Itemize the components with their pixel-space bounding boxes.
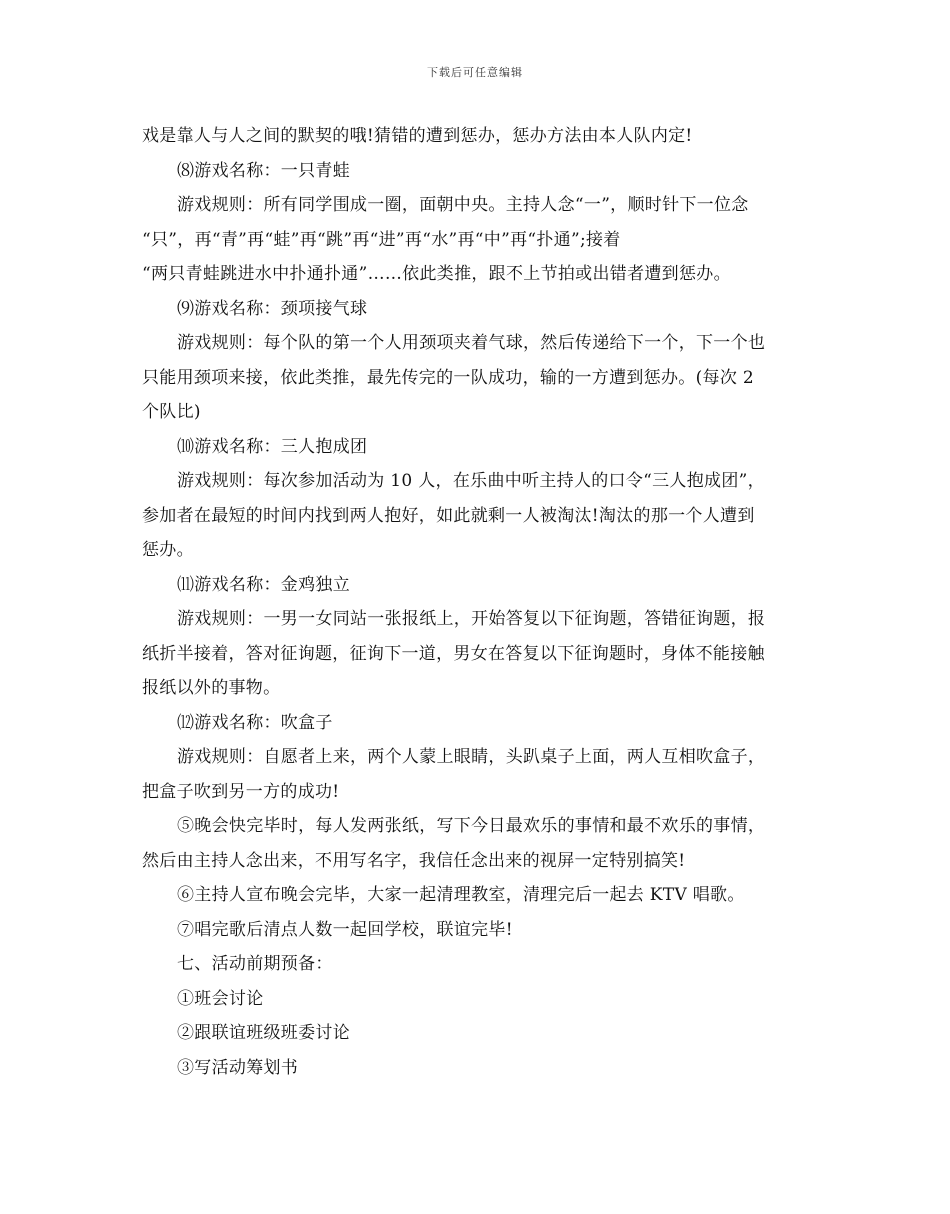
text-line: ⑽游戏名称：三人抱成团 xyxy=(177,436,368,457)
text-line: 游戏规则：一男一女同站一张报纸上，开始答复以下征询题，答错征询题，报 xyxy=(177,609,766,629)
text-line: ⑿游戏名称：吹盒子 xyxy=(177,712,333,733)
text-line: 参加者在最短的时间内找到两人抱好，如此就剩一人被淘汰!淘汰的那一个人遭到 xyxy=(142,505,755,526)
text-line: ③写活动筹划书 xyxy=(177,1057,299,1078)
text-line: 只能用颈项来接，依此类推，最先传完的一队成功，输的一方遭到惩办。(每次 2 xyxy=(142,367,754,388)
text-line: 纸折半接着，答对征询题，征询下一道，男女在答复以下征询题时，身体不能接触 xyxy=(142,643,765,664)
text-line: 惩办。 xyxy=(142,540,194,560)
document-body xyxy=(142,119,812,1085)
text-line: 报纸以外的事物。 xyxy=(142,678,281,698)
text-line: ⑦唱完歌后清点人数一起回学校，联谊完毕! xyxy=(177,919,513,940)
text-line: 游戏规则：每次参加活动为 10 人，在乐曲中听主持人的口令“三人抱成团”， xyxy=(177,471,765,491)
text-line: 把盒子吹到另一方的成功! xyxy=(142,781,340,802)
text-line: ⑻游戏名称：一只青蛙 xyxy=(177,160,350,181)
text-line: 游戏规则：所有同学围成一圈，面朝中央。主持人念“一”，顺时针下一位念 xyxy=(177,195,749,215)
text-line: ②跟联谊班级班委讨论 xyxy=(177,1023,350,1043)
text-line: ⑥主持人宣布晚会完毕，大家一起清理教室，清理完后一起去 KTV 唱歌。 xyxy=(177,885,745,905)
text-line: 七、活动前期预备： xyxy=(177,954,333,974)
text-line: 游戏规则：每个队的第一个人用颈项夹着气球，然后传递给下一个，下一个也 xyxy=(177,333,766,353)
text-line: 游戏规则：自愿者上来，两个人蒙上眼睛，头趴桌子上面，两人互相吹盒子， xyxy=(177,747,766,767)
text-line: ⑾游戏名称：金鸡独立 xyxy=(177,574,350,595)
text-line: ⑼游戏名称：颈项接气球 xyxy=(177,298,368,319)
page-header: 下载后可任意编辑 xyxy=(427,66,523,79)
text-line: 然后由主持人念出来，不用写名字，我信任念出来的视屏一定特别搞笑! xyxy=(142,850,686,871)
text-line: 个队比) xyxy=(142,402,201,422)
text-line: 戏是靠人与人之间的默契的哦!猜错的遭到惩办，惩办方法由本人队内定! xyxy=(142,126,693,146)
text-line: ⑤晚会快完毕时，每人发两张纸，写下今日最欢乐的事情和最不欢乐的事情， xyxy=(177,816,766,836)
text-line: “只”，再“青”再“蛙”再“跳”再“进”再“水”再“中”再“扑通”;接着 xyxy=(142,229,621,250)
text-line: “两只青蛙跳进水中扑通扑通”……依此类推，跟不上节拍或出错者遭到惩办。 xyxy=(142,264,731,284)
text-line: ①班会讨论 xyxy=(177,988,264,1009)
